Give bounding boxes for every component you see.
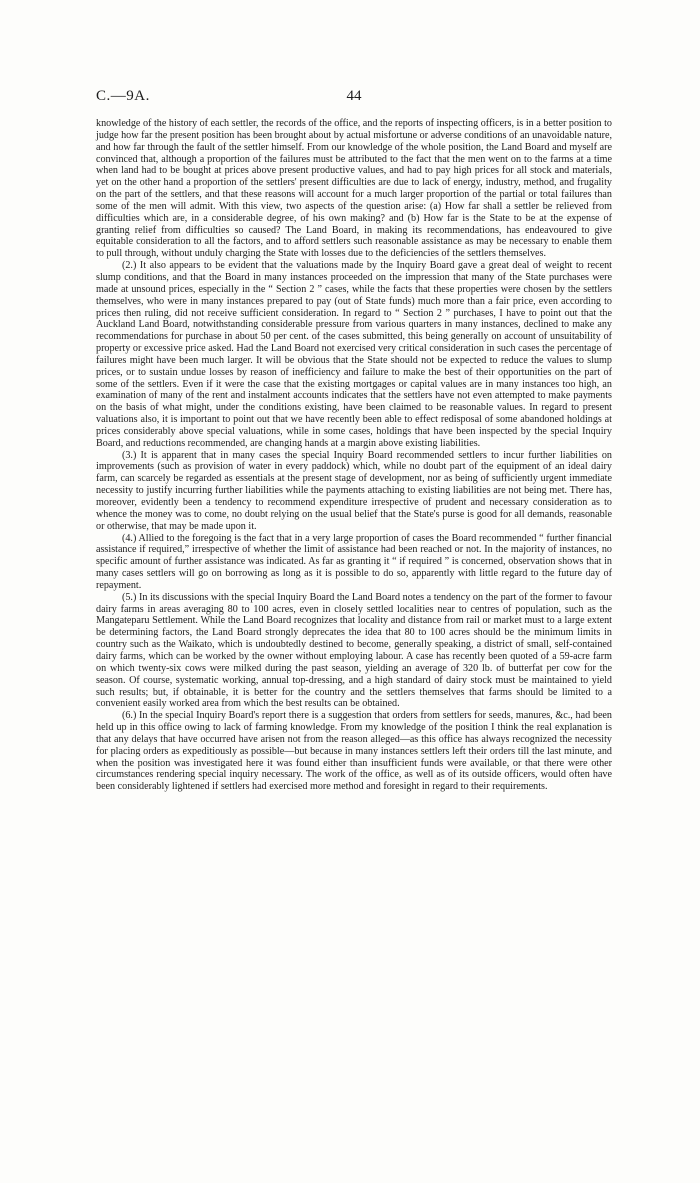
document-code: C.—9A.: [96, 88, 150, 104]
paragraph-2: (2.) It also appears to be evident that the valuations made by the Inquiry Board gave a great deal of weight to recent slump conditions, and that the Board in many instances proceeded on the impression that many of the State purchases were made at unsound prices, especially in the “ Section 2 ” cases, while the facts that these properties were chosen by the settlers themselves, who were in many instances prepared to pay (out of State funds) much more than a fair price, even according to prices then ruling, did not receive sufficient consideration. In regard to “ Section 2 ” purchases, I have to point out that the Auckland Land Board, notwithstanding considerable pressure from various quarters in many instances, declined to make any recommendations for purchase in about 50 per cent. of the cases submitted, this being generally on account of unsuitability of property or excessive price asked. Had the Land Board not exercised very critical consideration in such cases the percentage of failures might have been much larger. It will be obvious that the State should not be expected to reduce the values to slump prices, or to sustain undue losses by reason of inefficiency and failure to make the best of their opportunities on the part of some of the settlers. Even if it were the case that the existing mortgages or capital values are in many instances too high, an examination of many of the rent and instalment accounts indicates that the settlers have not even attempted to make payments on the basis of what might, under the conditions existing, have been claimed to be reasonable values. In regard to present valuations also, it is important to point out that we have recently been able to effect redisposal of some abandoned holdings at prices considerably above special valuations, while in some cases, holdings that have been inspected by the special Inquiry Board, and reductions recommended, are changing hands at a margin above existing liabilities.: [96, 260, 612, 449]
body-text: [96, 118, 612, 793]
paragraph-4: (4.) Allied to the foregoing is the fact that in a very large proportion of cases the Board recommended “ further financial assistance if required,” irrespective of whether the limit of assistance had been reached or not. In the majority of instances, no specific amount of further assistance was indicated. As far as granting it “ if required ” is concerned, observation shows that in many cases settlers will go on borrowing as long as it is possible to do so, apparently with little regard to the future day of repayment.: [96, 532, 612, 591]
paragraph-continued: knowledge of the history of each settler, the records of the office, and the reports of inspecting officers, is in a better position to judge how far the present position has been brought about by actual misfortune or adverse conditions of an unavoidable nature, and how far through the fault of the settler himself. From our knowledge of the whole position, the Land Board and myself are convinced that, although a proportion of the failures must be attributed to the fact that the men went on to the farms at a time when land had to be bought at prices above present productive values, and had to pay high prices for all stock and materials, yet on the other hand a proportion of the settlers' present difficulties are due to lack of energy, industry, method, and frugality on the part of the settlers, and that these reasons will account for a much larger proportion of the partial or total failures than some of the men will admit. With this view, two aspects of the question arise: (a) How far shall a settler be relieved from difficulties which are, in a considerable degree, of his own making? and (b) How far is the State to be at the expense of granting relief from difficulties so caused? The Land Board, in making its recommendations, has endeavoured to give equitable consideration to all the factors, and to afford settlers such reasonable assistance as may be necessary to enable them to pull through, without unduly charging the State with losses due to the deficiencies of the settlers themselves.: [96, 118, 612, 260]
paragraph-3: (3.) It is apparent that in many cases the special Inquiry Board recommended settlers to incur further liabilities on improvements (such as provision of water in every paddock) which, while no doubt part of the equipment of an ideal dairy farm, can scarcely be regarded as essentials at the present stage of development, nor as being of sufficiently urgent immediate necessity to justify incurring further liabilities while the payments attaching to existing liabilities are not being met. There has, moreover, evidently been a tendency to recommend expenditure irrespective of prudent and necessary consideration as to whence the money was to come, no doubt relying on the usual belief that the State's purse is good for all demands, reasonable or otherwise, that may be made upon it.: [96, 449, 612, 532]
page-header: [96, 88, 612, 108]
paragraph-6: (6.) In the special Inquiry Board's report there is a suggestion that orders from settlers for seeds, manures, &c., had been held up in this office owing to lack of farming knowledge. From my knowledge of the position I think the real explanation is that any delays that have occurred have arisen not from the reason alleged—as this office has always recognized the necessity for placing orders as expeditiously as possible—but because in many instances settlers left their orders till the last minute, and when the position was investigated here it was found either than insufficient funds were available, or that there were other circumstances rendering special inquiry necessary. The work of the office, as well as of its outside officers, would often have been considerably lightened if settlers had exercised more method and foresight in regard to their requirements.: [96, 710, 612, 793]
paragraph-5: (5.) In its discussions with the special Inquiry Board the Land Board notes a tendency on the part of the former to favour dairy farms in areas averaging 80 to 100 acres, even in closely settled localities near to centres of population, such as the Mangateparu Settlement. While the Land Board recognizes that locality and distance from rail or market must to a large extent be determining factors, the Land Board strongly deprecates the idea that 80 to 100 acres should be the minimum limits in country such as the Waikato, which is undoubtedly destined to become, generally speaking, a district of small, self-contained dairy farms, which can be worked by the owner without employing labour. A case has recently been quoted of a 59-acre farm on which twenty-six cows were milked during the past season, yielding an average of 320 lb. of butterfat per cow for the season. Of course, systematic working, annual top-dressing, and a high standard of dairy stock must be maintained to yield such results; but, if obtainable, it is better for the country and the settlers themselves that farms should be limited to a convenient easily worked area from which the best results can be obtained.: [96, 591, 612, 710]
page-number: 44: [346, 88, 362, 104]
